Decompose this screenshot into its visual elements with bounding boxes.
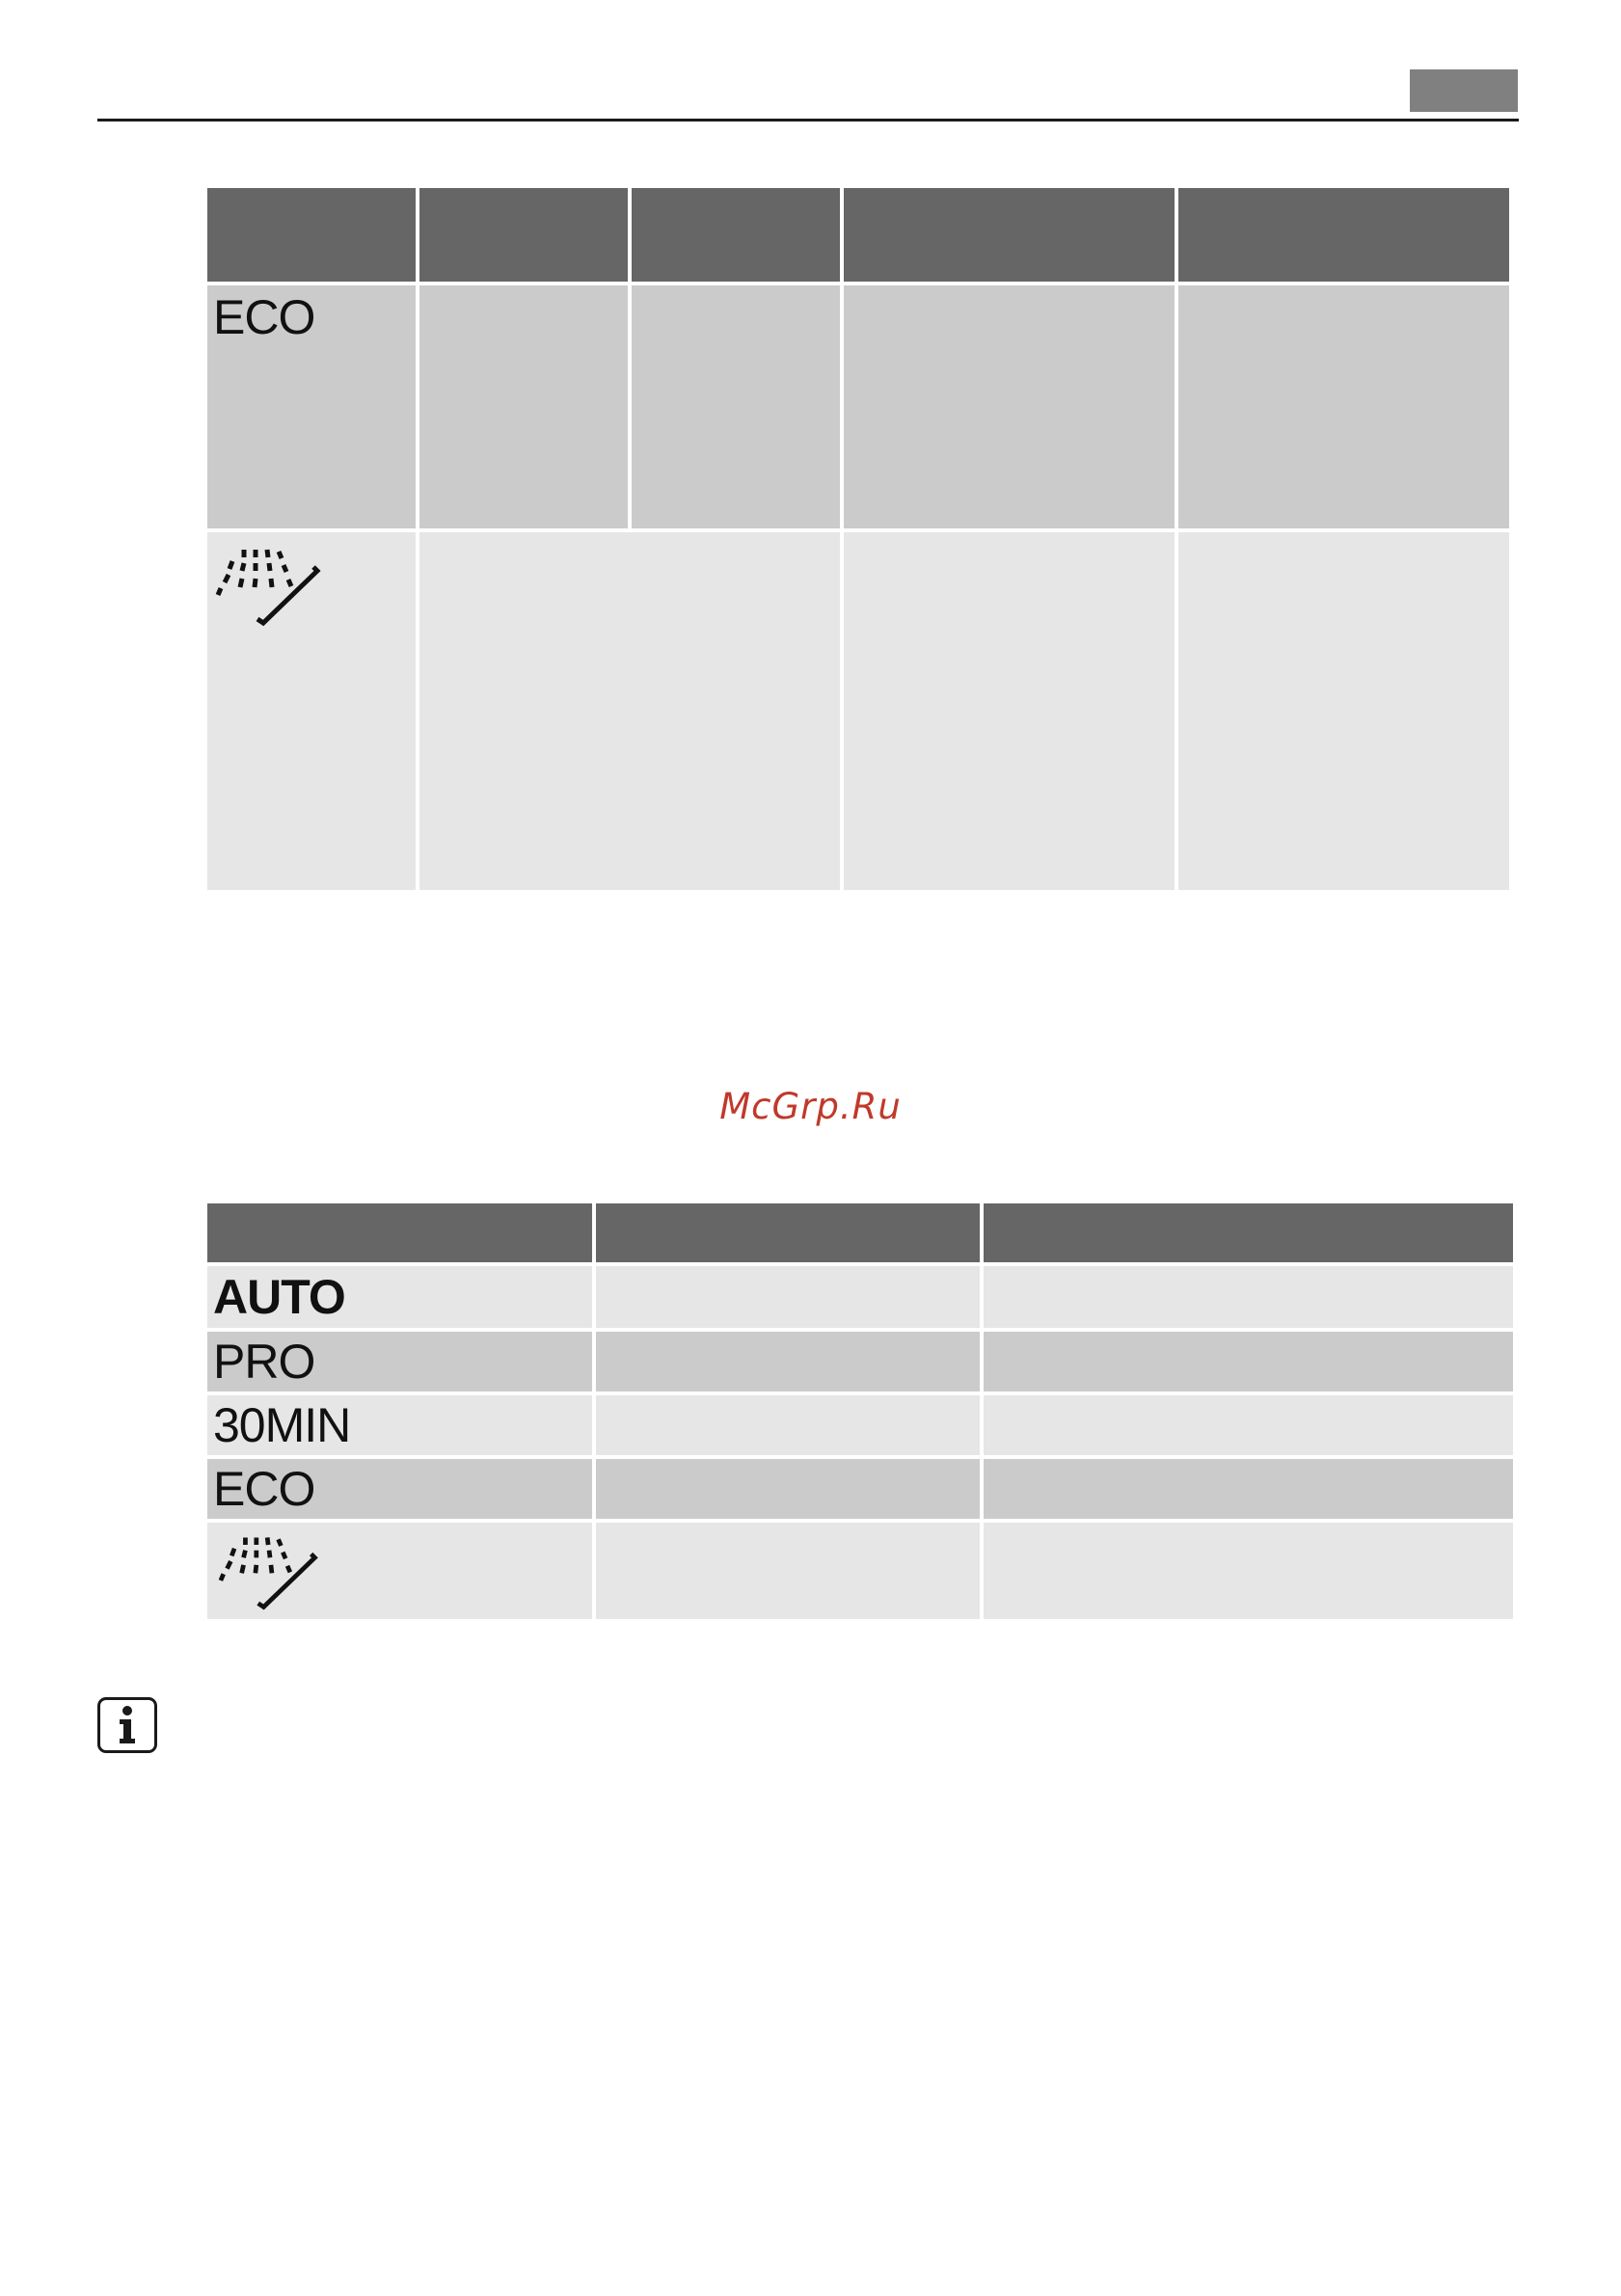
table-row [207, 1395, 1513, 1455]
program-label-cell [207, 1395, 592, 1455]
table-cell [596, 1266, 980, 1328]
table-header-row [207, 188, 1509, 282]
watermark-text: McGrp.Ru [719, 1086, 902, 1127]
table-cell [596, 1523, 980, 1619]
table-header-cell [596, 1203, 980, 1262]
table-cell [984, 1266, 1513, 1328]
rinse-hold-icon [215, 540, 326, 632]
table-row [207, 1332, 1513, 1391]
table-cell [984, 1395, 1513, 1455]
table-cell [1178, 285, 1509, 528]
table-cell [844, 532, 1175, 890]
program-label-cell [207, 1332, 592, 1391]
program-label-30min: 30MIN [213, 1398, 351, 1452]
table-cell [596, 1459, 980, 1519]
table-header-row [207, 1203, 1513, 1262]
table-row [207, 1523, 1513, 1619]
table-row [207, 532, 1509, 890]
program-label-cell [207, 285, 416, 528]
program-data-table [203, 184, 1513, 894]
table-cell [596, 1332, 980, 1391]
table-row [207, 285, 1509, 528]
table-cell-merged [419, 532, 840, 890]
table-row [207, 1266, 1513, 1328]
program-label-cell [207, 532, 416, 890]
program-label-cell [207, 1266, 592, 1328]
rinse-hold-icon [215, 1528, 326, 1615]
program-label-cell [207, 1523, 592, 1619]
program-label-eco: ECO [213, 290, 315, 344]
table-cell [1178, 532, 1509, 890]
table-header-cell [207, 188, 416, 282]
program-label-eco: ECO [213, 1462, 315, 1516]
program-label-cell [207, 1459, 592, 1519]
table-cell [844, 285, 1175, 528]
table-cell [984, 1459, 1513, 1519]
table-header-cell [419, 188, 628, 282]
header-rule [97, 119, 1519, 122]
table-row [207, 1459, 1513, 1519]
table-cell [632, 285, 840, 528]
table-header-cell [984, 1203, 1513, 1262]
page-section-tab [1410, 69, 1518, 112]
program-label-auto: AUTO [213, 1270, 345, 1324]
table-cell [596, 1395, 980, 1455]
info-icon [97, 1697, 157, 1753]
program-label-pro: PRO [213, 1335, 315, 1389]
table-cell [419, 285, 628, 528]
table-header-cell [207, 1203, 592, 1262]
program-options-table [203, 1200, 1517, 1623]
table-header-cell [844, 188, 1175, 282]
table-cell [984, 1332, 1513, 1391]
table-header-cell [632, 188, 840, 282]
table-header-cell [1178, 188, 1509, 282]
table-cell [984, 1523, 1513, 1619]
